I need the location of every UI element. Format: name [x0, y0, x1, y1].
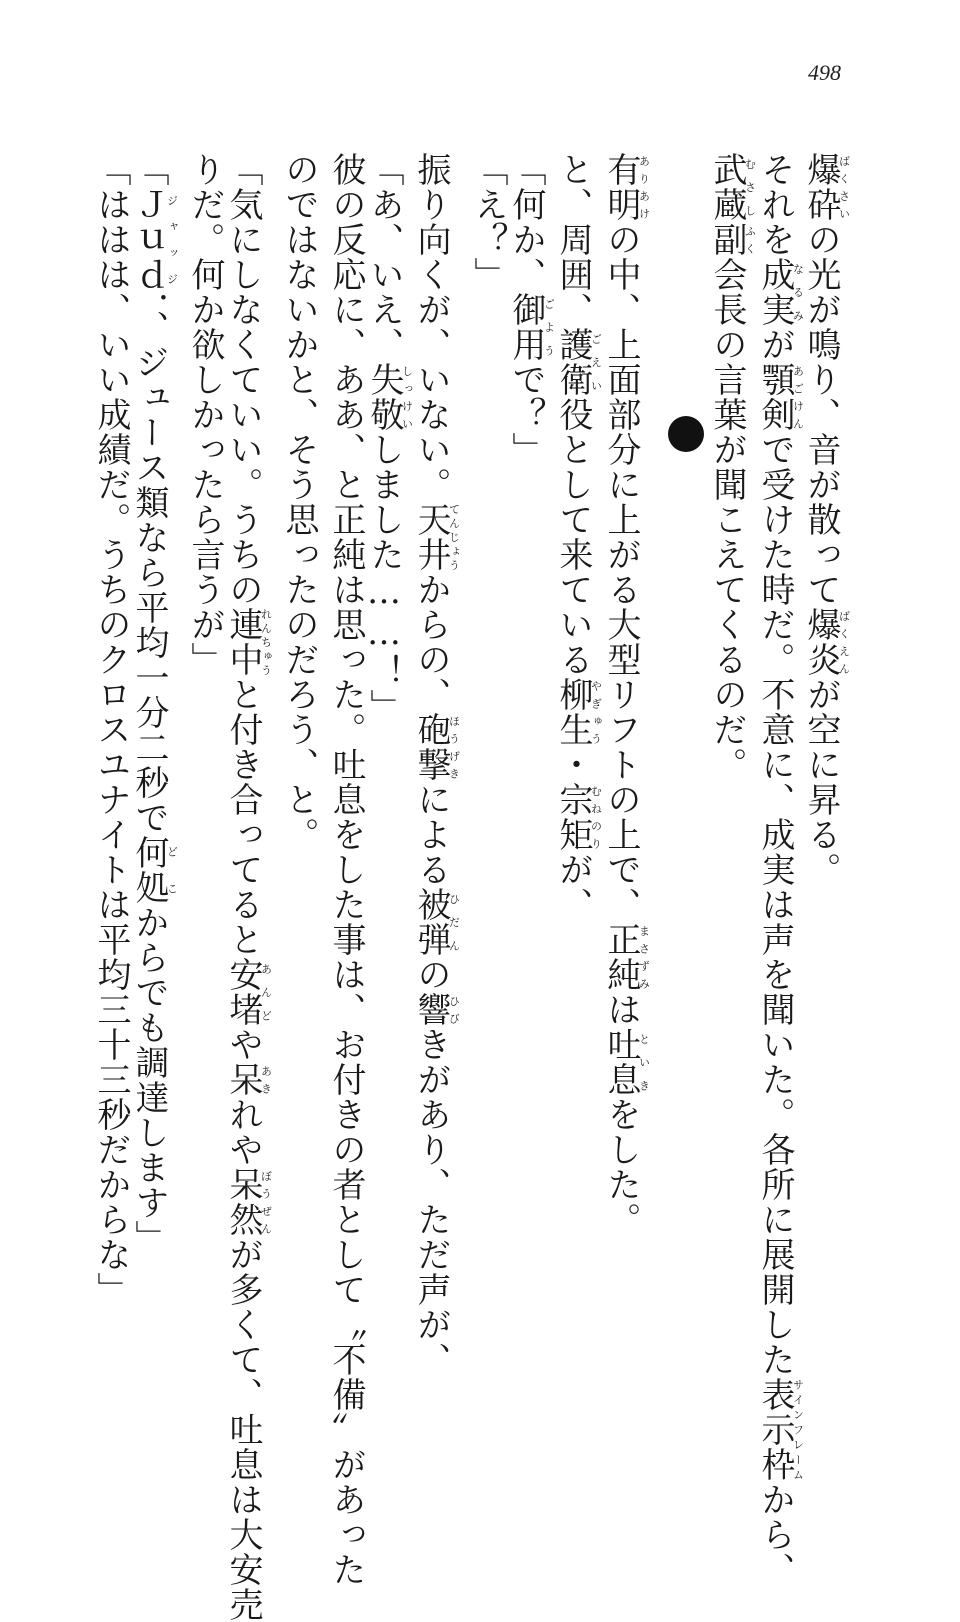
ruby-annotation: 護衛ごえい: [553, 327, 603, 397]
ruby-annotation: 爆砕ばくさい: [801, 152, 851, 222]
text-column: 彼の反応に、ああ、と正純は思った。吐息をした事は、お付きの者として〝不備〟があった: [326, 152, 366, 1587]
text-column: 武蔵むさし副ふく会長の言葉が聞こえてくるのだ。: [707, 152, 757, 782]
text-column: 爆砕ばくさいの光が鳴り、音が散って爆炎ばくえんが空に昇る。: [801, 152, 851, 887]
ruby-annotation: 武蔵むさし: [707, 152, 757, 222]
text-column: のではないかと、そう思ったのだろう、と。: [279, 152, 319, 852]
ruby-annotation: 顎剣あごけん: [755, 362, 805, 432]
ruby-annotation: 砲撃ほうげき: [411, 712, 461, 782]
text-column: 「Ｊｕｄジャッジ．、ジュース類なら平均一分二秒で何処どこからでも調達します」: [129, 152, 179, 1255]
ruby-annotation: 天井てんじょう: [411, 502, 461, 572]
ruby-annotation: 呆あき: [223, 1062, 273, 1097]
text-column: 「何か、御用ごようで？」: [506, 152, 556, 467]
text-column: と、周囲、護衛ごえい役として来ている柳生やぎゅう・宗矩むねのりが、: [553, 152, 603, 922]
ruby-annotation: 宗矩むねのり: [553, 782, 603, 852]
ruby-annotation: 呆然ぼうぜん: [223, 1167, 273, 1237]
ruby-annotation: 副ふく: [707, 222, 757, 257]
ruby-annotation: 被弾ひだん: [411, 887, 461, 957]
ruby-annotation: 何処どこ: [129, 835, 179, 905]
ruby-annotation: 柳生やぎゅう: [553, 677, 603, 747]
ruby-annotation: 吐息といき: [601, 1027, 651, 1097]
text-column: 「あ、いえ、失敬しっけいしました……！」: [364, 152, 414, 724]
ruby-annotation: 正純まさずみ: [601, 922, 651, 992]
text-column: 「え？」: [468, 152, 508, 292]
text-column: 「気にしなくていい。うちの連中れんちゅうと付き合ってると安堵あんどや呆あきれや呆然ぼうぜんが多くて、吐息は大安売: [223, 152, 273, 1622]
ruby-annotation: 失敬しっけい: [364, 362, 414, 432]
ruby-annotation: 響ひび: [411, 992, 461, 1027]
text-column: 振り向くが、いない。天井てんじょうからの、砲撃ほうげきによる被弾ひだんの響ひびきがあり、ただ声が、: [411, 152, 461, 1377]
ruby-annotation: Ｊｕｄジャッジ: [129, 187, 179, 292]
ruby-annotation: 表示枠サインフレーム: [755, 1377, 805, 1482]
ruby-annotation: 安堵あんど: [223, 957, 273, 1027]
ruby-annotation: 成実なるみ: [755, 257, 805, 327]
ruby-annotation: 爆炎ばくえん: [801, 607, 851, 677]
text-column: りだ。何か欲しかったら言うが」: [185, 152, 225, 677]
text-column: それを成実なるみが顎剣あごけんで受けた時だ。不意に、成実は声を聞いた。各所に展開した表示枠サインフレームから、: [755, 152, 805, 1587]
ruby-annotation: 有明ありあけ: [601, 152, 651, 222]
text-column: 「ははは、いい成績だ。うちのクロスユナイトは平均三十三秒だからな」: [91, 152, 131, 1307]
ruby-annotation: 連中れんちゅう: [223, 607, 273, 677]
ruby-annotation: 御用ごよう: [506, 292, 556, 362]
page-number: 498: [808, 60, 841, 85]
text-column: 有明ありあけの中、上面部分に上がる大型リフトの上で、正純まさずみは吐息といきをした。: [601, 152, 651, 1237]
section-divider-circle-icon: [668, 416, 704, 452]
